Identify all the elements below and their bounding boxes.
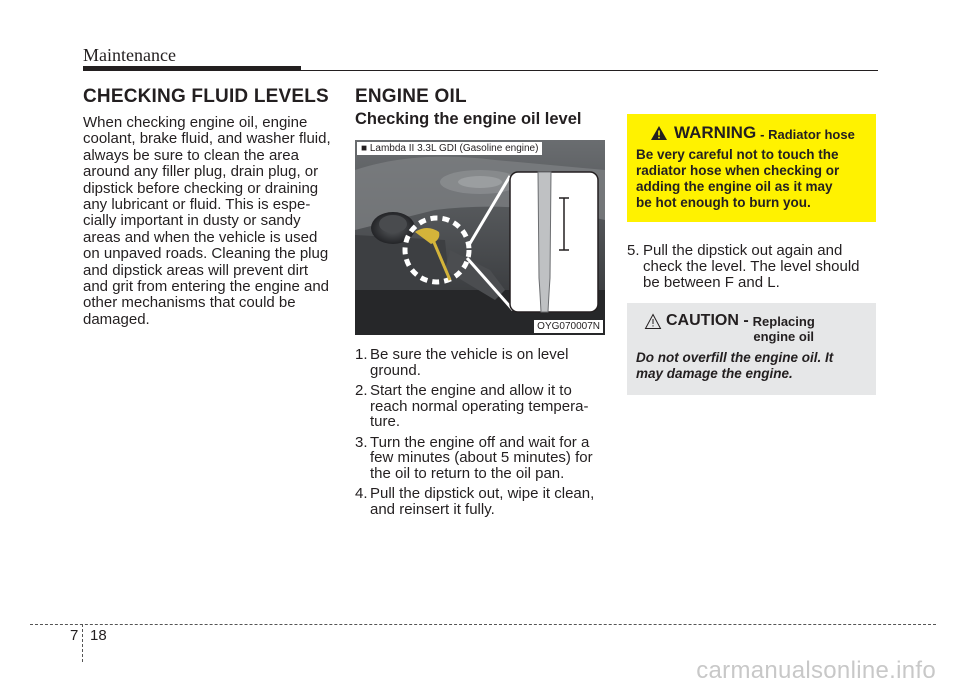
caution-subtitle-line: Replacing — [752, 314, 815, 329]
step-line: reach normal operating tempera- — [370, 397, 589, 415]
step-line: Turn the engine off and wait for a — [370, 433, 590, 451]
step-line: Pull the dipstick out again and — [643, 242, 843, 259]
warning-triangle-icon — [650, 125, 668, 141]
body-line: and dipstick areas will prevent dirt — [83, 261, 309, 279]
warning-line: Be very careful not to touch the — [636, 147, 839, 162]
steps-list — [355, 347, 605, 522]
heading-engine-oil: ENGINE OIL — [355, 86, 467, 107]
left-body — [83, 115, 334, 328]
step-text — [370, 383, 605, 430]
page-chapter: 7 — [70, 627, 79, 644]
caution-triangle-icon — [644, 313, 662, 330]
warning-subtitle: - Radiator hose — [760, 126, 855, 142]
caution-box — [627, 303, 876, 395]
footer-vertical-divider — [82, 624, 83, 662]
body-line: around any filler plug, drain plug, or — [83, 163, 319, 181]
step-number: 3. — [355, 433, 368, 451]
step-line: Pull the dipstick out, wipe it clean, — [370, 485, 595, 502]
step-line: Start the engine and allow it to — [370, 382, 572, 399]
step-text — [370, 486, 605, 517]
step-line: check the level. The level should — [643, 258, 860, 275]
step-line: be between F and L. — [643, 274, 780, 291]
step-line: ture. — [370, 413, 401, 430]
body-line: other mechanisms that could be — [83, 294, 296, 312]
subheading-checking-oil-level: Checking the engine oil level — [355, 110, 582, 128]
body-line: cially important in dusty or sandy — [83, 212, 301, 230]
warning-line: be hot enough to burn you. — [636, 195, 811, 210]
engine-dipstick-photo — [355, 140, 605, 335]
list-item — [627, 243, 876, 291]
step-text — [643, 243, 876, 291]
footer-divider — [30, 624, 936, 625]
caution-text — [636, 350, 867, 382]
body-line: dipstick before checking or draining — [83, 179, 319, 197]
step-line: the oil to return to the oil pan. — [370, 464, 565, 482]
step-line: ground. — [370, 361, 421, 379]
section-label: Maintenance — [83, 45, 176, 65]
page-number: 18 — [90, 627, 107, 644]
step-line: and reinsert it fully. — [370, 500, 495, 518]
list-item — [355, 383, 605, 430]
list-item — [355, 347, 605, 378]
caution-line: Do not overfill the engine oil. It — [636, 350, 834, 365]
caution-line: may damage the engine. — [636, 366, 793, 381]
list-item — [355, 435, 605, 482]
body-line: and grit from entering the engine and — [83, 278, 329, 296]
warning-box — [627, 114, 876, 222]
caution-subtitle — [753, 314, 815, 344]
step-text — [370, 347, 605, 378]
warning-title — [650, 122, 867, 144]
watermark: carmanualsonline.info — [696, 657, 936, 684]
warning-label: WARNING — [674, 123, 757, 142]
step-line: Be sure the vehicle is on level — [370, 346, 569, 363]
step-line: few minutes (about 5 minutes) for — [370, 449, 593, 466]
body-line: areas and when the vehicle is used — [83, 228, 318, 246]
body-line: damaged. — [83, 310, 150, 328]
step-number: 2. — [355, 382, 368, 399]
header-rule — [83, 70, 878, 71]
warning-text — [636, 147, 867, 211]
figure-caption: ■ Lambda II 3.3L GDI (Gasoline engine) — [357, 142, 542, 155]
body-line: coolant, brake fluid, and washer fluid, — [83, 130, 331, 148]
list-item — [355, 486, 605, 517]
body-line: on unpaved roads. Cleaning the plug — [83, 245, 329, 263]
warning-line: adding the engine oil as it may — [636, 179, 833, 194]
step-number: 1. — [355, 346, 368, 363]
body-line: When checking engine oil, engine — [83, 114, 308, 131]
figure-code: OYG070007N — [534, 320, 603, 333]
step-text — [370, 435, 605, 482]
body-line: any lubricant or fluid. This is espe- — [83, 196, 311, 214]
caution-title — [644, 311, 867, 344]
caution-label: CAUTION - — [666, 312, 749, 329]
engine-bay-illustration — [355, 140, 605, 335]
step-number: 5. — [627, 242, 640, 259]
caution-subtitle-line: engine oil — [753, 329, 815, 344]
heading-checking-fluid-levels: CHECKING FLUID LEVELS — [83, 86, 329, 107]
warning-line: radiator hose when checking or — [636, 163, 840, 178]
body-line: always be sure to clean the area — [83, 146, 299, 164]
step-number: 4. — [355, 485, 368, 502]
